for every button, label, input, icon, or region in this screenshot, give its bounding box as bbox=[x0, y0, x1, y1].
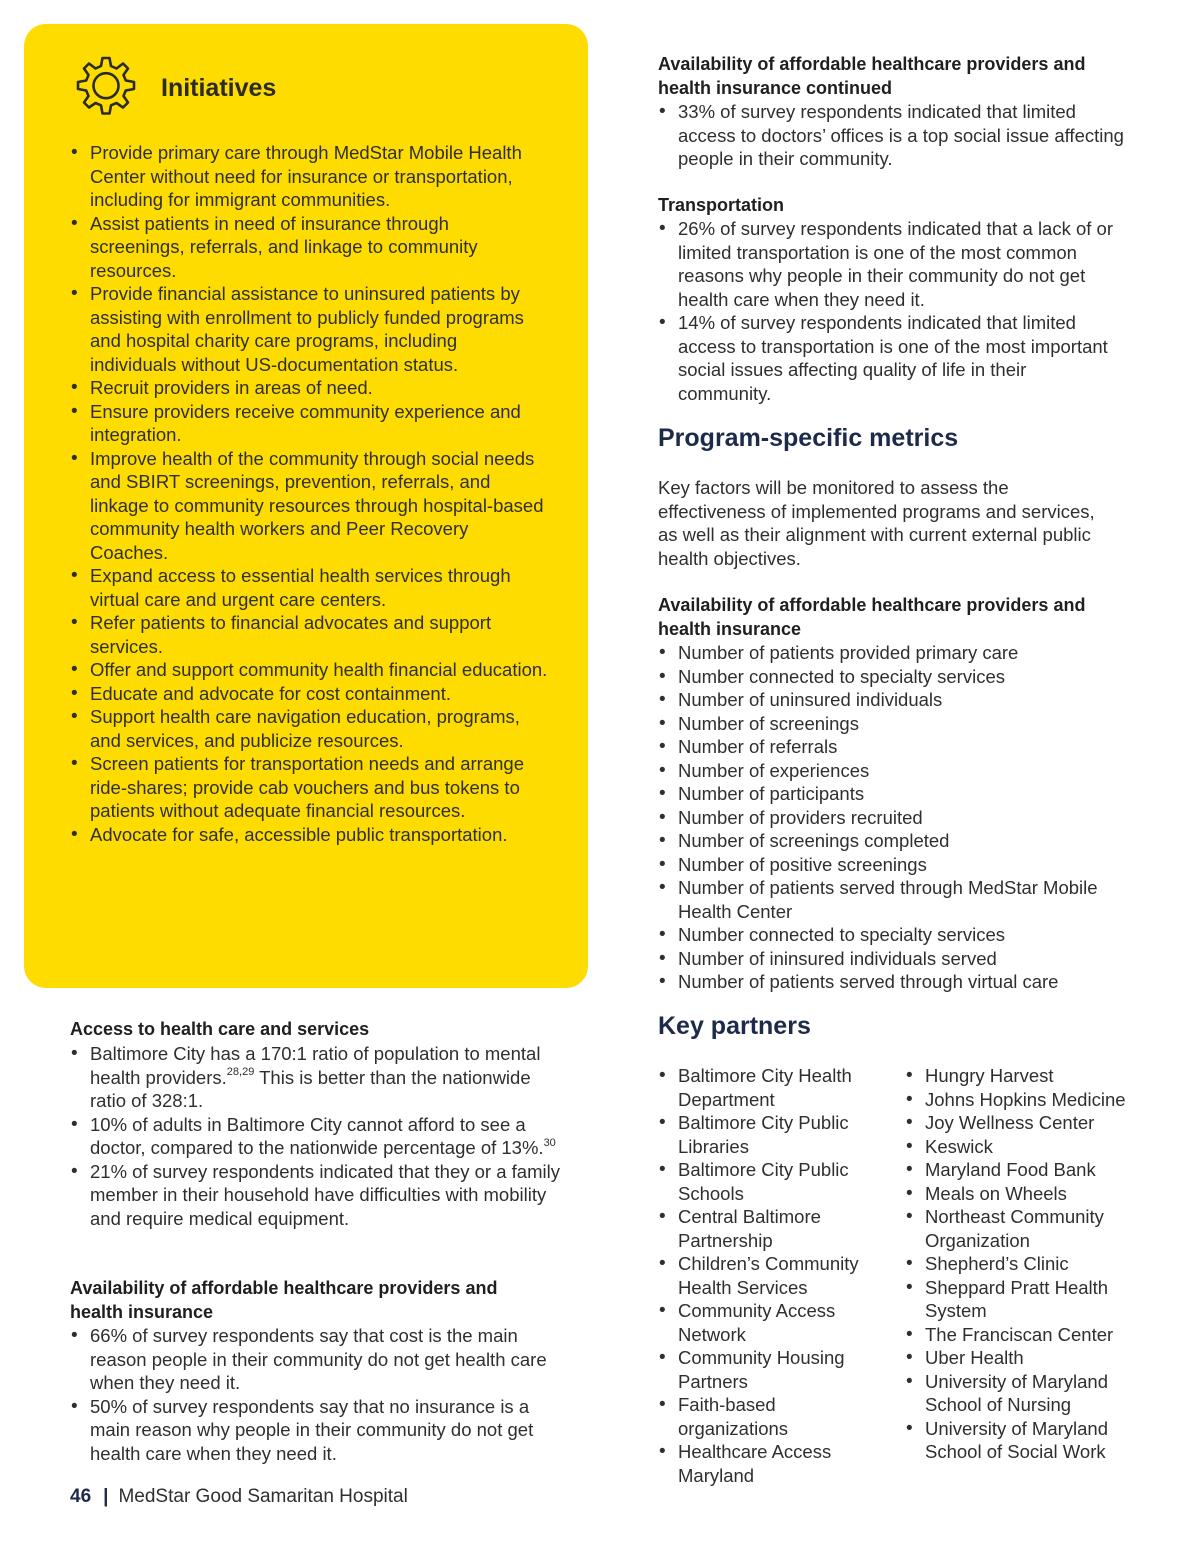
list-item bbox=[70, 1042, 560, 1113]
list-item: • Northeast Community Organization bbox=[905, 1205, 1140, 1252]
list-item: • Improve health of the community through social needs and SBIRT screenings, prevention, referrals, and linkage to community resources through hospital-based community health workers and Peer Recovery Coaches. bbox=[70, 447, 548, 565]
list-item: • Refer patients to financial advocates and support services. bbox=[70, 611, 548, 658]
list-item: • Meals on Wheels bbox=[905, 1182, 1140, 1206]
availability-continued-heading: Availability of affordable healthcare providers and health insurance continued bbox=[658, 54, 1086, 98]
list-item: • University of Maryland School of Nursing bbox=[905, 1370, 1140, 1417]
list-item: • Community Housing Partners bbox=[658, 1346, 886, 1393]
access-item-2-text: 10% of adults in Baltimore City cannot afford to see a doctor, compared to the nationwide percentage of 13%. bbox=[90, 1113, 544, 1158]
list-item: • 33% of survey respondents indicated that limited access to doctors’ offices is a top social issue affecting people in their community. bbox=[658, 100, 1128, 171]
list-item: • Children’s Community Health Services bbox=[658, 1252, 886, 1299]
list-item: • Offer and support community health financial education. bbox=[70, 658, 548, 682]
list-item: • Johns Hopkins Medicine bbox=[905, 1088, 1140, 1112]
list-item: • Recruit providers in areas of need. bbox=[70, 376, 548, 400]
page-number: 46 bbox=[70, 1486, 92, 1507]
list-item: • Number of participants bbox=[658, 782, 1118, 806]
metrics-title: Program-specific metrics bbox=[658, 424, 959, 452]
list-item: • Community Access Network bbox=[658, 1299, 886, 1346]
list-item: • Provide primary care through MedStar Mobile Health Center without need for insurance or transportation, including for immigrant communities. bbox=[70, 141, 548, 212]
list-item: • Number connected to specialty services bbox=[658, 665, 1118, 689]
list-item: • Hungry Harvest bbox=[905, 1064, 1140, 1088]
availability-continued-list bbox=[658, 100, 1128, 171]
transportation-list bbox=[658, 217, 1124, 405]
list-item: • Expand access to essential health services through virtual care and urgent care centers. bbox=[70, 564, 548, 611]
list-item: • Assist patients in need of insurance through screenings, referrals, and linkage to community resources. bbox=[70, 212, 548, 283]
partners-list-col2 bbox=[905, 1064, 1140, 1464]
partners-title: Key partners bbox=[658, 1012, 811, 1040]
footnote-ref: 28,29 bbox=[226, 1066, 255, 1079]
list-item: • Number connected to specialty services bbox=[658, 923, 1118, 947]
list-item: • Advocate for safe, accessible public transportation. bbox=[70, 823, 548, 847]
list-item: • Keswick bbox=[905, 1135, 1140, 1159]
list-item: • Number of screenings completed bbox=[658, 829, 1118, 853]
list-item: • Number of patients provided primary care bbox=[658, 641, 1118, 665]
availability-list bbox=[70, 1324, 556, 1465]
list-item: • Maryland Food Bank bbox=[905, 1158, 1140, 1182]
list-item: • Baltimore City Health Department bbox=[658, 1064, 886, 1111]
list-item: • Joy Wellness Center bbox=[905, 1111, 1140, 1135]
list-item: • Educate and advocate for cost containment. bbox=[70, 682, 548, 706]
list-item: • Faith-based organizations bbox=[658, 1393, 886, 1440]
list-item: • 66% of survey respondents say that cost is the main reason people in their community do not get health care when they need it. bbox=[70, 1324, 556, 1395]
list-item: • Uber Health bbox=[905, 1346, 1140, 1370]
hospital-name: MedStar Good Samaritan Hospital bbox=[118, 1486, 408, 1507]
list-item: • Sheppard Pratt Health System bbox=[905, 1276, 1140, 1323]
list-item: • Number of ininsured individuals served bbox=[658, 947, 1118, 971]
list-item: • Number of patients served through virtual care bbox=[658, 970, 1118, 994]
initiatives-title: Initiatives bbox=[161, 74, 277, 102]
list-item: • Baltimore City Public Schools bbox=[658, 1158, 886, 1205]
metrics-list bbox=[658, 641, 1118, 994]
list-item: • The Franciscan Center bbox=[905, 1323, 1140, 1347]
list-item: • Number of patients served through MedStar Mobile Health Center bbox=[658, 876, 1118, 923]
access-item-1-text: Baltimore City has a 170:1 ratio of population to mental health providers. bbox=[90, 1043, 541, 1088]
page-footer bbox=[70, 1486, 408, 1508]
partners-list-col1 bbox=[658, 1064, 886, 1487]
access-list bbox=[70, 1042, 560, 1230]
list-item: • University of Maryland School of Social Work bbox=[905, 1417, 1140, 1464]
list-item: • Screen patients for transportation needs and arrange ride-shares; provide cab vouchers and bus tokens to patients without adequate financial resources. bbox=[70, 752, 548, 823]
access-item-1-text-cont: This is better than the nationwide ratio of 328:1. bbox=[90, 1066, 531, 1111]
list-item: • 26% of survey respondents indicated that a lack of or limited transportation is one of the most common reasons why people in their community do not get health care when they need it. bbox=[658, 217, 1124, 311]
metrics-intro: Key factors will be monitored to assess the effectiveness of implemented programs and services, as well as their alignment with current external public health objectives. bbox=[658, 477, 1095, 569]
list-item: • 14% of survey respondents indicated that limited access to transportation is one of the most important social issues affecting quality of life in their community. bbox=[658, 311, 1124, 405]
list-item: • Number of uninsured individuals bbox=[658, 688, 1118, 712]
footer-separator: | bbox=[103, 1486, 109, 1507]
transportation-heading: Transportation bbox=[658, 195, 785, 215]
list-item: • Number of experiences bbox=[658, 759, 1118, 783]
metrics-heading: Availability of affordable healthcare providers and health insurance bbox=[658, 595, 1086, 639]
list-item: • Number of providers recruited bbox=[658, 806, 1118, 830]
list-item: • Number of screenings bbox=[658, 712, 1118, 736]
list-item: • Healthcare Access Maryland bbox=[658, 1440, 886, 1487]
list-item bbox=[70, 1113, 560, 1160]
list-item: • Baltimore City Public Libraries bbox=[658, 1111, 886, 1158]
list-item: • Number of referrals bbox=[658, 735, 1118, 759]
list-item: • Ensure providers receive community experience and integration. bbox=[70, 400, 548, 447]
list-item: • Central Baltimore Partnership bbox=[658, 1205, 886, 1252]
list-item: • 50% of survey respondents say that no insurance is a main reason why people in their community do not get health care when they need it. bbox=[70, 1395, 556, 1466]
initiatives-list bbox=[70, 141, 548, 846]
list-item: • Number of positive screenings bbox=[658, 853, 1118, 877]
availability-heading: Availability of affordable healthcare providers and health insurance bbox=[70, 1278, 498, 1322]
list-item: • Support health care navigation education, programs, and services, and publicize resources. bbox=[70, 705, 548, 752]
access-heading: Access to health care and services bbox=[70, 1019, 370, 1039]
list-item: • Provide financial assistance to uninsured patients by assisting with enrollment to publicly funded programs and hospital charity care programs, including individuals without US-documentation status. bbox=[70, 282, 548, 376]
list-item: • 21% of survey respondents indicated that they or a family member in their household have difficulties with mobility and require medical equipment. bbox=[70, 1160, 560, 1231]
gear-icon bbox=[70, 52, 142, 124]
footnote-ref: 30 bbox=[543, 1136, 556, 1149]
list-item: • Shepherd’s Clinic bbox=[905, 1252, 1140, 1276]
